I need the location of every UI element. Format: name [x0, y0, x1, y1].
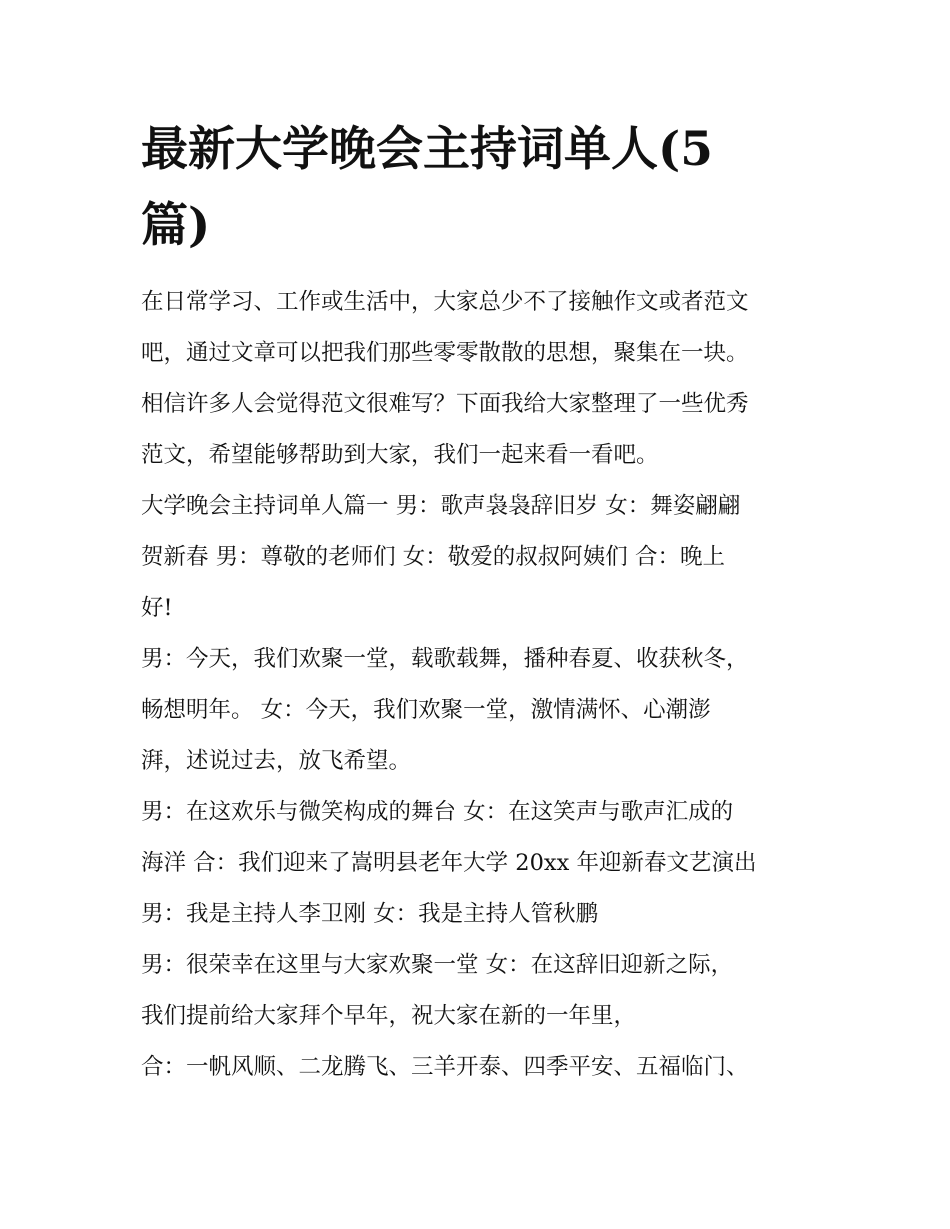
document-body	[141, 280, 821, 1096]
body-line: 在日常学习、工作或生活中，大家总少不了接触作文或者范文	[141, 289, 749, 315]
body-line: 畅想明年。 女：今天，我们欢聚一堂，激情满怀、心潮澎	[141, 697, 711, 723]
body-line: 男：在这欢乐与微笑构成的舞台 女：在这笑声与歌声汇成的	[141, 799, 734, 825]
body-line: 男：很荣幸在这里与大家欢聚一堂 女：在这辞旧迎新之际，	[141, 952, 734, 978]
body-line: 合：一帆风顺、二龙腾飞、三羊开泰、四季平安、五福临门、	[141, 1054, 749, 1080]
title-line-1: 最新大学晚会主持词单人(5	[141, 122, 713, 177]
body-line: 湃，述说过去，放飞希望。	[141, 748, 412, 774]
body-line: 海洋 合：我们迎来了嵩明县老年大学 20xx 年迎新春文艺演出	[141, 850, 757, 876]
body-line: 男：今天，我们欢聚一堂，载歌载舞，播种春夏、收获秋冬，	[141, 646, 749, 672]
body-line: 贺新春 男：尊敬的老师们 女：敬爱的叔叔阿姨们 合：晚上	[141, 544, 725, 570]
body-line: 我们提前给大家拜个早年，祝大家在新的一年里，	[141, 1003, 637, 1029]
document-title	[141, 112, 781, 264]
body-line: 好!	[141, 595, 173, 621]
body-line: 相信许多人会觉得范文很难写？下面我给大家整理了一些优秀	[141, 391, 749, 417]
title-line-2: 篇)	[141, 198, 211, 253]
body-line: 吧，通过文章可以把我们那些零零散散的思想，聚集在一块。	[141, 340, 749, 366]
body-line: 男：我是主持人李卫刚 女：我是主持人管秋鹏	[141, 901, 599, 927]
body-line: 大学晚会主持词单人篇一 男：歌声袅袅辞旧岁 女：舞姿翩翩	[141, 493, 741, 519]
body-line: 范文，希望能够帮助到大家，我们一起来看一看吧。	[141, 442, 659, 468]
